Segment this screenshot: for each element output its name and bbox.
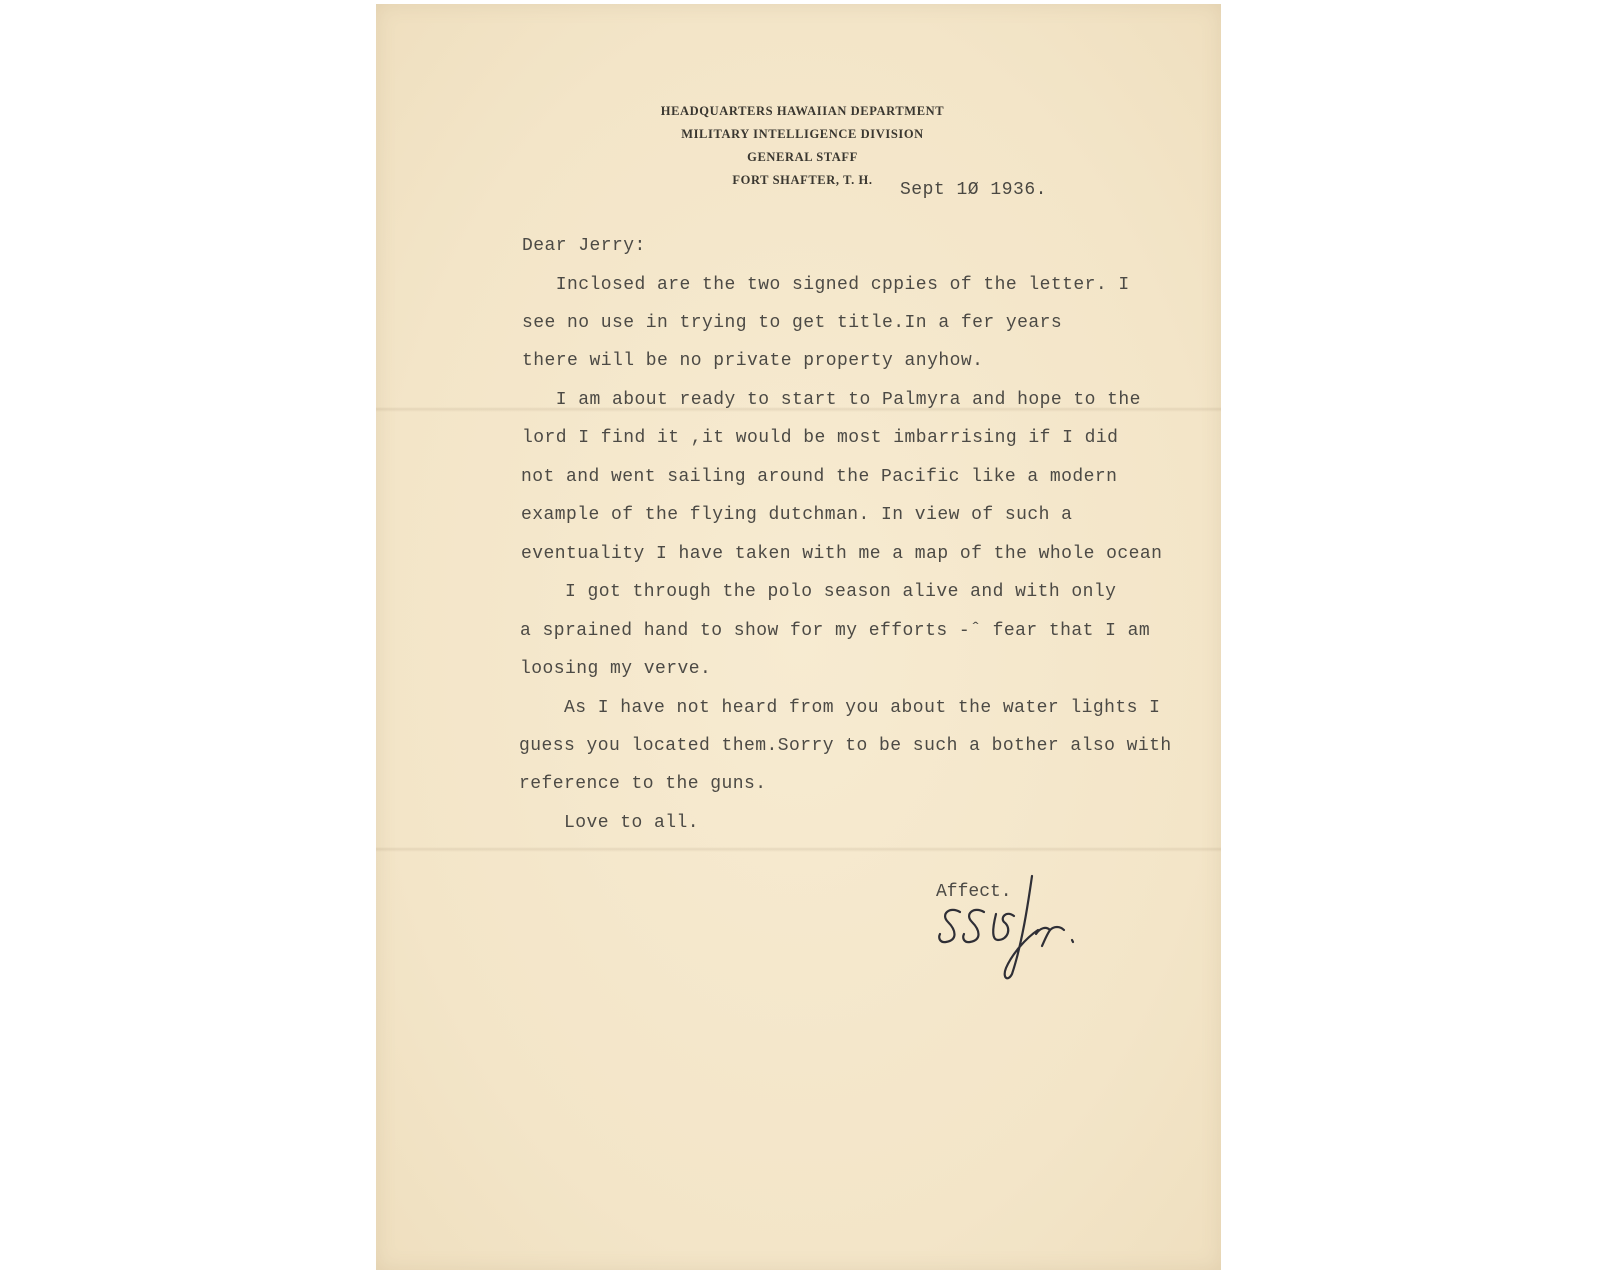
letterhead bbox=[376, 100, 1221, 192]
body-line-11: loosing my verve. bbox=[520, 659, 712, 679]
body-line-6: not and went sailing around the Pacific like a modern bbox=[521, 467, 1118, 487]
body-line-1: Inclosed are the two signed cppies of the letter. I bbox=[522, 275, 1130, 295]
signature-mark bbox=[936, 874, 1096, 984]
body-line-10: a sprained hand to show for my efforts -ˆ fear that I am bbox=[520, 621, 1151, 641]
closing: Affect. bbox=[936, 882, 1012, 902]
body-line-8: eventuality I have taken with me a map of the whole ocean bbox=[521, 544, 1163, 564]
body-line-2: see no use in trying to get title.In a fer years bbox=[522, 313, 1063, 333]
body-line-14: reference to the guns. bbox=[519, 774, 767, 794]
body-line-4: I am about ready to start to Palmyra and hope to the bbox=[522, 390, 1141, 410]
body-line-12: As I have not heard from you about the water lights I bbox=[519, 698, 1161, 718]
body-line-9: I got through the polo season alive and with only bbox=[520, 582, 1117, 602]
body-line-13: guess you located them.Sorry to be such a bother also with bbox=[519, 736, 1172, 756]
body-line-7: example of the flying dutchman. In view of such a bbox=[521, 505, 1073, 525]
salutation: Dear Jerry: bbox=[522, 236, 646, 256]
letterhead-line-1: HEADQUARTERS HAWAIIAN DEPARTMENT bbox=[660, 104, 945, 118]
body-line-15: Love to all. bbox=[519, 813, 700, 833]
letter-paper bbox=[376, 4, 1221, 1270]
letter-date: Sept 1Ø 1936. bbox=[900, 180, 1047, 200]
body-line-5: lord I find it ,it would be most imbarrising if I did bbox=[522, 428, 1119, 448]
letterhead-line-4: FORT SHAFTER, T. H. bbox=[732, 173, 873, 187]
letterhead-line-2: MILITARY INTELLIGENCE DIVISION bbox=[681, 127, 924, 141]
body-line-3: there will be no private property anyhow. bbox=[522, 351, 984, 371]
letterhead-line-3: GENERAL STAFF bbox=[747, 150, 858, 164]
